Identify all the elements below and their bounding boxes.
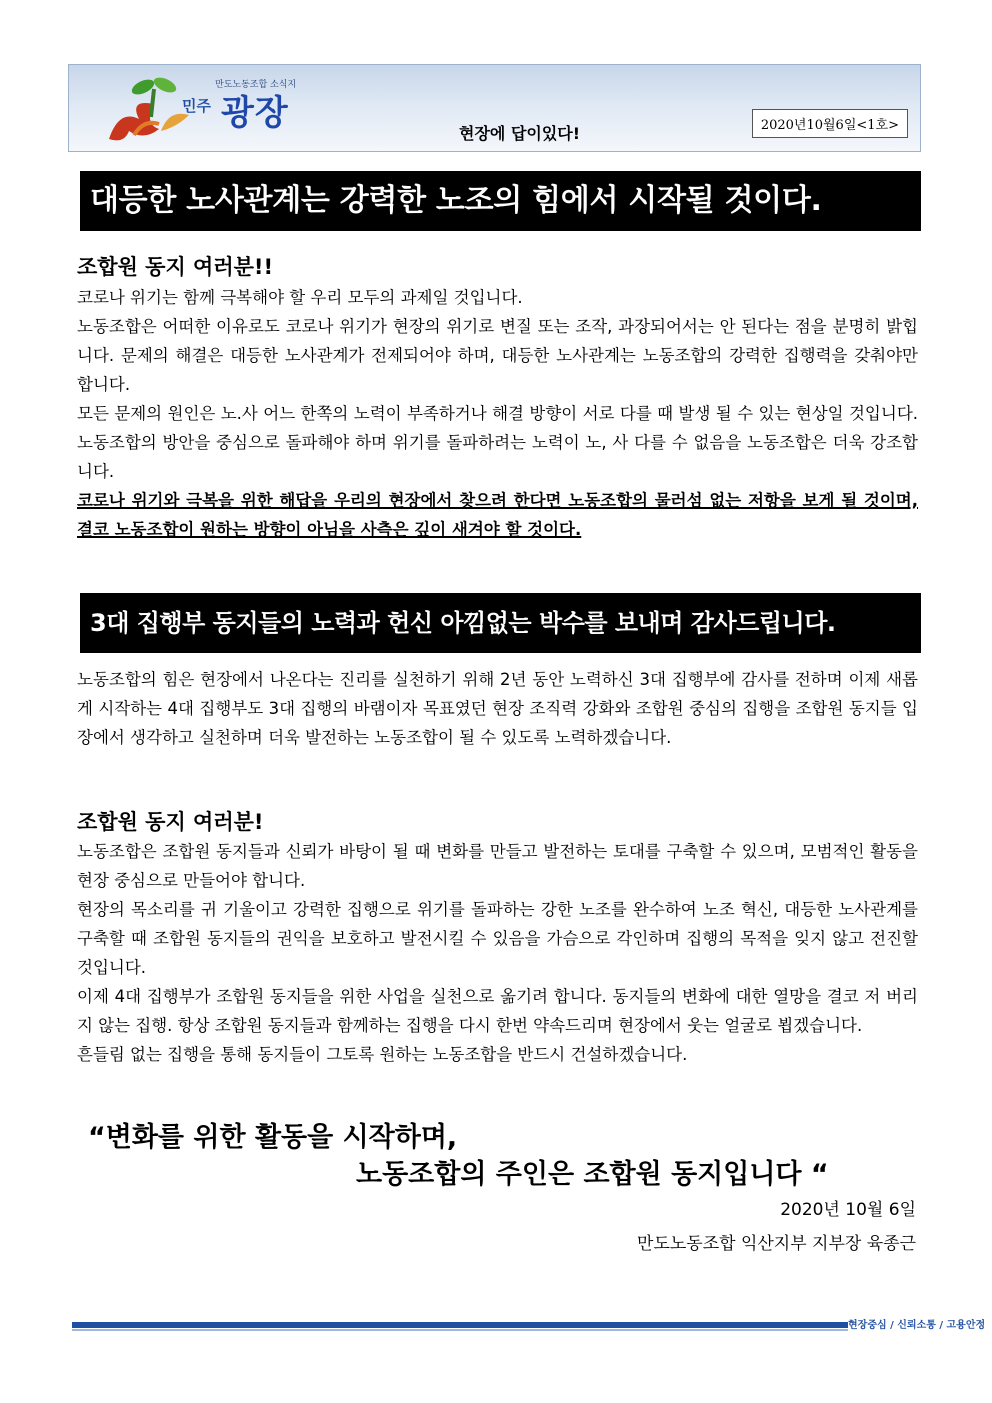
- paragraph: 현장의 목소리를 귀 기울이고 강력한 집행으로 위기를 돌파하는 강한 노조를 완수하여 노조 혁신, 대등한 노사관계를 구축할 때 조합원 동지들의 권익을 보호하고 발전시킬 수 있음을 가슴으로 각인하며 집행의 목적을 잊지 않고 전진할 것입니다.: [77, 900, 918, 977]
- issue-date-box: 2020년10월6일<1호>: [752, 109, 908, 138]
- section3-heading: 조합원 동지 여러분!: [77, 810, 264, 834]
- footer-slogan: 현장중심 / 신뢰소통 / 고용안정: [848, 1320, 986, 1331]
- footer-rule-thin: [72, 1329, 848, 1331]
- signature-name: 만도노동조합 익산지부 지부장 육종근: [637, 1234, 916, 1254]
- signature-date: 2020년 10월 6일: [780, 1200, 916, 1220]
- logo-text-gwangjang: 광장: [221, 93, 289, 133]
- emphasized-paragraph: 코로나 위기와 극복을 위한 해답을 우리의 현장에서 찾으려 한다면 노동조합의 물러섬 없는 저항을 보게 될 것이며, 결코 노동조합이 원하는 방향이 아님을 사측은 깊이 새겨야 할 것이다.: [77, 491, 918, 539]
- paragraph: 모든 문제의 원인은 노.사 어느 한쪽의 노력이 부족하거나 해결 방향이 서로 다를 때 발생 될 수 있는 현상일 것입니다. 노동조합의 방안을 중심으로 돌파해야 하며 위기를 돌파하려는 노력이 노, 사 다를 수 없음을 노동조합은 더욱 강조합니다.: [77, 404, 918, 481]
- section3-body: [77, 837, 918, 1069]
- paragraph: 이제 4대 집행부가 조합원 동지들을 위한 사업을 실천으로 옮기려 합니다. 동지들의 변화에 대한 열망을 결코 저 버리지 않는 집행. 항상 조합원 동지들과 함께하는 집행을 다시 한번 약속드리며 현장에서 웃는 얼굴로 뵙겠습니다.: [77, 987, 918, 1035]
- header-tagline: 현장에 답이있다!: [459, 124, 581, 143]
- quote-line-2: 노동조합의 주인은 조합원 동지입니다 “: [356, 1159, 829, 1190]
- section2-body: [77, 665, 918, 752]
- quote-line-1: “변화를 위한 활동을 시작하며,: [88, 1122, 458, 1153]
- newsletter-header: [68, 64, 921, 152]
- logo-text-minju: 민주: [182, 97, 211, 115]
- thanks-banner: 3대 집행부 동지들의 노력과 헌신 아낌없는 박수를 보내며 감사드립니다.: [80, 593, 921, 653]
- section1-heading: 조합원 동지 여러분!!: [77, 255, 274, 279]
- paragraph: 노동조합은 어떠한 이유로도 코로나 위기가 현장의 위기로 변질 또는 조작, 과장되어서는 안 된다는 점을 분명히 밝힙니다. 문제의 해결은 대등한 노사관계가 전제되어야 하며, 대등한 노사관계는 노동조합의 강력한 집행력을 갖춰야만 합니다.: [77, 317, 918, 394]
- paragraph: 노동조합의 힘은 현장에서 나온다는 진리를 실천하기 위해 2년 동안 노력하신 3대 집행부에 감사를 전하며 이제 새롭게 시작하는 4대 집행부도 3대 집행의 바램이자 목표였던 현장 조직력 강화와 조합원 중심의 집행을 조합원 동지들 입장에서 생각하고 실천하며 더욱 발전하는 노동조합이 될 수 있도록 노력하겠습니다.: [77, 670, 918, 747]
- paragraph: 노동조합은 조합원 동지들과 신뢰가 바탕이 될 때 변화를 만들고 발전하는 토대를 구축할 수 있으며, 모범적인 활동을 현장 중심으로 만들어야 합니다.: [77, 842, 918, 890]
- paragraph: 흔들림 없는 집행을 통해 동지들이 그토록 원하는 노동조합을 반드시 건설하겠습니다.: [77, 1045, 688, 1064]
- footer-rule: [72, 1322, 848, 1328]
- paragraph: 코로나 위기는 함께 극복해야 할 우리 모두의 과제일 것입니다.: [77, 288, 523, 307]
- headline-banner: 대등한 노사관계는 강력한 노조의 힘에서 시작될 것이다.: [80, 171, 921, 231]
- logo-caption: 만도노동조합 소식지: [215, 80, 297, 90]
- section1-body: [77, 283, 918, 544]
